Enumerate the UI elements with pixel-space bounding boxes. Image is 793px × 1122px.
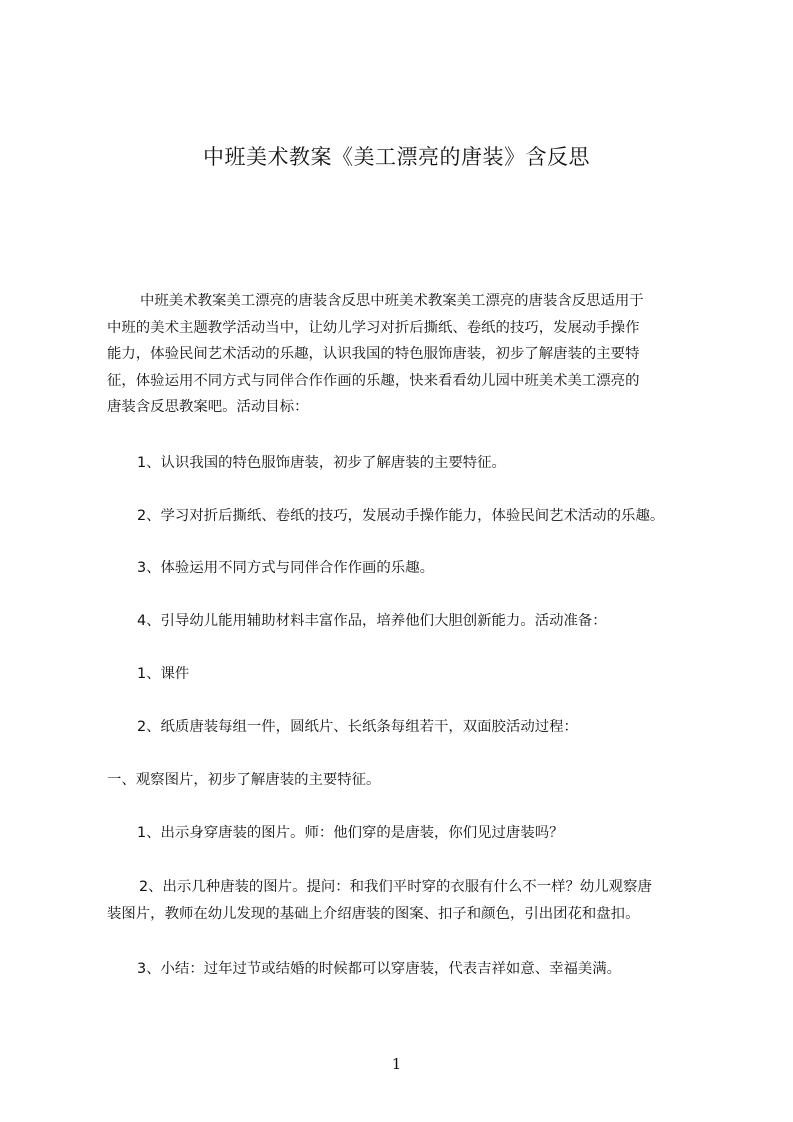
intro-paragraph: [107, 288, 644, 421]
step-item-3: 3、小结：过年过节或结婚的时候都可以穿唐装，代表吉祥如意、幸福美满。: [137, 961, 622, 977]
intro-line: 能力，体验民间艺术活动的乐趣，认识我国的特色服饰唐装，初步了解唐装的主要特: [107, 346, 640, 362]
goal-item-1: 1、认识我国的特色服饰唐装，初步了解唐装的主要特征。: [137, 455, 506, 471]
section-heading: 一、观察图片，初步了解唐装的主要特征。: [107, 772, 381, 788]
goal-item-3: 3、体验运用不同方式与同伴合作作画的乐趣。: [137, 560, 434, 576]
intro-line: 中班的美术主题教学活动当中，让幼儿学习对折后撕纸、卷纸的技巧，发展动手操作: [107, 319, 640, 336]
prep-item-2: 2、纸质唐装每组一件，圆纸片、长纸条每组若干，双面胶活动过程：: [137, 719, 578, 735]
step-item-1: 1、出示身穿唐装的图片。师：他们穿的是唐装，你们见过唐装吗？: [137, 825, 564, 841]
step-item-2: [107, 874, 652, 927]
page-number: 1: [391, 1055, 402, 1073]
intro-line: 中班美术教案美工漂亮的唐装含反思中班美术教案美工漂亮的唐装含反思适用于: [140, 293, 644, 309]
goal-item-4: 4、引导幼儿能用辅助材料丰富作品，培养他们大胆创新能力。活动准备：: [137, 613, 607, 629]
step-2-line: 装图片，教师在幼儿发现的基础上介绍唐装的图案、扣子和颜色，引出团花和盘扣。: [107, 905, 640, 922]
goal-item-2: 2、学习对折后撕纸、卷纸的技巧，发展动手操作能力，体验民间艺术活动的乐趣。: [137, 508, 665, 524]
intro-line: 征，体验运用不同方式与同伴合作作画的乐趣，快来看看幼儿园中班美术美工漂亮的: [107, 372, 640, 389]
prep-item-1: 1、课件: [137, 666, 190, 682]
step-2-line: 2、出示几种唐装的图片。提问：和我们平时穿的衣服有什么不一样？幼儿观察唐: [139, 879, 652, 895]
intro-line: 唐装含反思教案吧。活动目标：: [107, 399, 309, 415]
document-title: 中班美术教案《美工漂亮的唐装》含反思: [203, 145, 590, 169]
